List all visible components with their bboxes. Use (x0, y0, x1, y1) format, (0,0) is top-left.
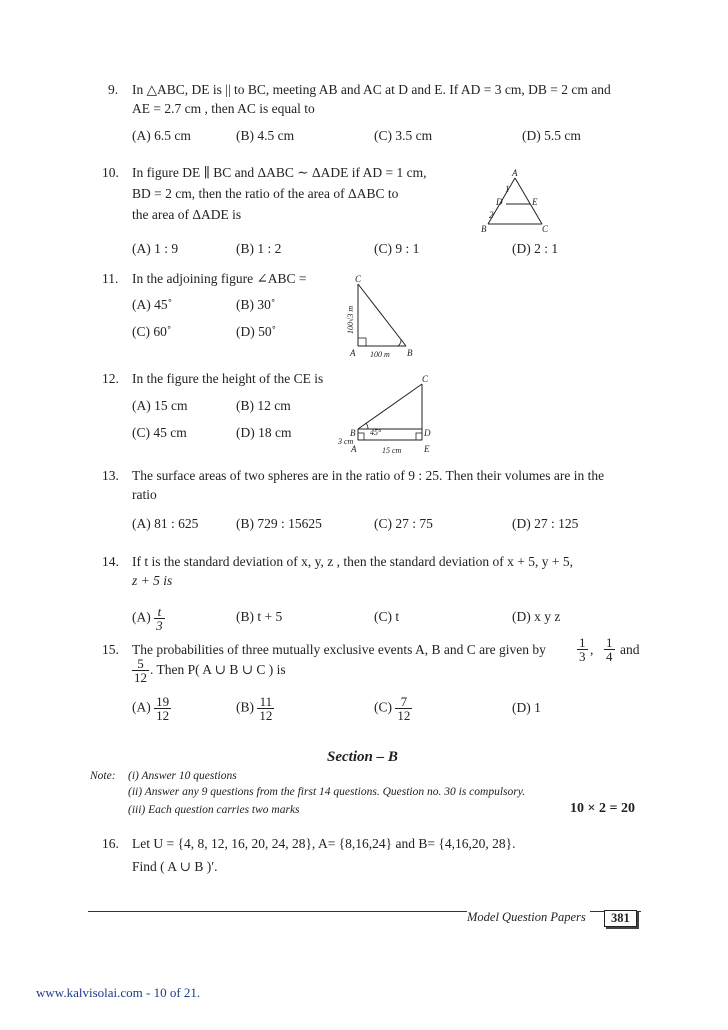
q14-option-b: (B) t + 5 (236, 609, 283, 624)
q13-option-a: (A) 81 : 625 (132, 516, 199, 531)
q14-number: 14. (102, 554, 119, 569)
q11-label-base: 100 m (370, 350, 390, 359)
q10-option-b: (B) 1 : 2 (236, 241, 282, 256)
q14-option-a (132, 605, 165, 632)
q15-and: and (620, 642, 640, 657)
q12-label-b: B (350, 428, 356, 438)
q12-option-c: (C) 45 cm (132, 425, 187, 440)
q11-triangle-figure (340, 272, 420, 362)
q12-option-b: (B) 12 cm (236, 398, 291, 413)
q12-label-d: D (424, 428, 431, 438)
q11-option-a: (A) 45˚ (132, 297, 173, 312)
marks-total: 10 × 2 = 20 (570, 801, 635, 816)
q15-option-b (236, 695, 274, 722)
q10-option-a: (A) 1 : 9 (132, 241, 179, 256)
q14-option-a-denominator: 3 (156, 618, 163, 633)
q16-line1: Let U = {4, 8, 12, 16, 20, 24, 28}, A= {8,16,24} and B= {4,16,20, 28}. (132, 836, 516, 851)
q9-option-c: (C) 3.5 cm (374, 128, 433, 143)
q13-option-d: (D) 27 : 125 (512, 516, 579, 531)
q10-label-2: 2 (489, 210, 494, 220)
q12-label-a: A (351, 444, 357, 454)
note-label: Note: (90, 770, 116, 782)
q15-option-c-numerator: 7 (395, 695, 412, 709)
q9-line2: AE = 2.7 cm , then AC is equal to (132, 101, 315, 116)
q10-label-c: C (542, 224, 549, 234)
q15-option-a-numerator: 19 (156, 694, 170, 709)
q14-option-c: (C) t (374, 609, 400, 624)
q14-option-a-label: (A) (132, 609, 151, 625)
q15-f3-denominator: 12 (134, 670, 147, 685)
q11-option-b: (B) 30˚ (236, 297, 276, 312)
q10-triangle-figure (478, 166, 558, 236)
q14-option-d: (D) x y z (512, 609, 561, 624)
q13-option-b: (B) 729 : 15625 (236, 516, 322, 531)
q10-option-c: (C) 9 : 1 (374, 241, 420, 256)
q12-label-base: 15 cm (382, 446, 402, 455)
q10-line1: In figure DE ∥ BC and ΔABC ∼ ΔADE if AD = 1 cm, (132, 165, 427, 180)
q16-number: 16. (102, 836, 119, 851)
q15-option-a-label: (A) (132, 699, 151, 715)
q15-option-c (374, 695, 412, 722)
q12-label-left: 3 cm (338, 437, 354, 446)
q11-option-d: (D) 50˚ (236, 324, 277, 339)
q10-label-d: D (496, 197, 503, 207)
q10-label-1: 1 (505, 184, 510, 194)
q12-option-d: (D) 18 cm (236, 425, 292, 440)
q15-comma: , (590, 642, 594, 657)
q11-label-b: B (407, 348, 413, 358)
q9-option-b: (B) 4.5 cm (236, 128, 295, 143)
page-number: 381 (604, 910, 637, 927)
q14-line1: If t is the standard deviation of x, y, z , then the standard deviation of x + 5, y + 5, (132, 554, 573, 569)
q16-line2: Find ( A ∪ B )′. (132, 859, 218, 874)
q15-f2-numerator: 1 (606, 635, 613, 650)
q11-label-a: A (350, 348, 356, 358)
q10-number: 10. (102, 165, 119, 180)
q12-label-c: C (422, 374, 429, 384)
q11-option-c: (C) 60˚ (132, 324, 172, 339)
q13-line1: The surface areas of two spheres are in the ratio of 9 : 25. Then their volumes are in the (132, 468, 605, 483)
q9-line1: In △ABC, DE is || to BC, meeting AB and AC at D and E. If AD = 3 cm, DB = 2 cm and (132, 82, 611, 97)
q15-option-a-fraction (154, 695, 171, 722)
q9-number: 9. (108, 82, 119, 97)
q9-option-d: (D) 5.5 cm (522, 128, 581, 143)
q15-option-c-label: (C) (374, 699, 392, 715)
q15-f1-denominator: 3 (579, 649, 586, 664)
q10-label-b: B (481, 224, 487, 234)
q15-option-c-denominator: 12 (397, 708, 411, 723)
q15-f2-denominator: 4 (606, 649, 613, 664)
q10-line2: BD = 2 cm, then the ratio of the area of ΔABC to (132, 186, 399, 201)
footer-title: Model Question Papers (467, 910, 590, 925)
q11-number: 11. (102, 271, 119, 286)
q15-option-a-denominator: 12 (156, 708, 170, 723)
q15-option-d: (D) 1 (512, 700, 541, 715)
q15-line1: The probabilities of three mutually exclusive events A, B and C are given by (132, 642, 546, 657)
q15-fraction-3 (132, 657, 149, 684)
q15-fraction-2 (604, 636, 615, 663)
q13-line2: ratio (132, 487, 157, 502)
q15-fraction-1 (577, 636, 588, 663)
q15-f1-numerator: 1 (579, 635, 586, 650)
q13-option-c: (C) 27 : 75 (374, 516, 433, 531)
q12-number: 12. (102, 371, 119, 386)
q12-label-angle: 45° (370, 428, 382, 437)
q12-label-e: E (424, 444, 430, 454)
q15-option-a (132, 695, 171, 722)
q15-option-c-fraction (395, 695, 412, 722)
q10-line3: the area of ΔADE is (132, 207, 242, 222)
q13-number: 13. (102, 468, 119, 483)
q12-triangle-figure (336, 372, 436, 462)
q9-option-a: (A) 6.5 cm (132, 128, 191, 143)
q15-option-b-numerator: 11 (257, 695, 274, 709)
section-title: Section – B (327, 749, 398, 765)
q11-line1: In the adjoining figure ∠ABC = (132, 271, 307, 286)
q10-label-a: A (512, 168, 518, 178)
q15-option-b-label: (B) (236, 699, 254, 715)
q14-line2: z + 5 is (132, 573, 173, 588)
q14-option-a-numerator: t (154, 605, 165, 619)
q15-option-b-fraction (257, 695, 274, 722)
q12-line1: In the figure the height of the CE is (132, 371, 324, 386)
q12-option-a: (A) 15 cm (132, 398, 188, 413)
q15-number: 15. (102, 642, 119, 657)
q15-option-b-denominator: 12 (259, 708, 273, 723)
q10-option-d: (D) 2 : 1 (512, 241, 559, 256)
q14-option-a-fraction (154, 605, 165, 632)
website-link[interactable]: www.kalvisolai.com - 10 of 21. (36, 985, 201, 1000)
note-item-1: (i) Answer 10 questions (128, 770, 237, 782)
q15-f3-numerator: 5 (132, 657, 149, 671)
q10-label-e: E (532, 197, 538, 207)
note-item-3: (iii) Each question carries two marks (128, 804, 300, 816)
q11-label-c: C (355, 274, 362, 284)
q15-line2: . Then P( A ∪ B ∪ C ) is (150, 662, 286, 677)
note-item-2: (ii) Answer any 9 questions from the first 14 questions. Question no. 30 is compulsory. (128, 786, 526, 798)
q11-label-side: 100√3 m (346, 305, 355, 334)
